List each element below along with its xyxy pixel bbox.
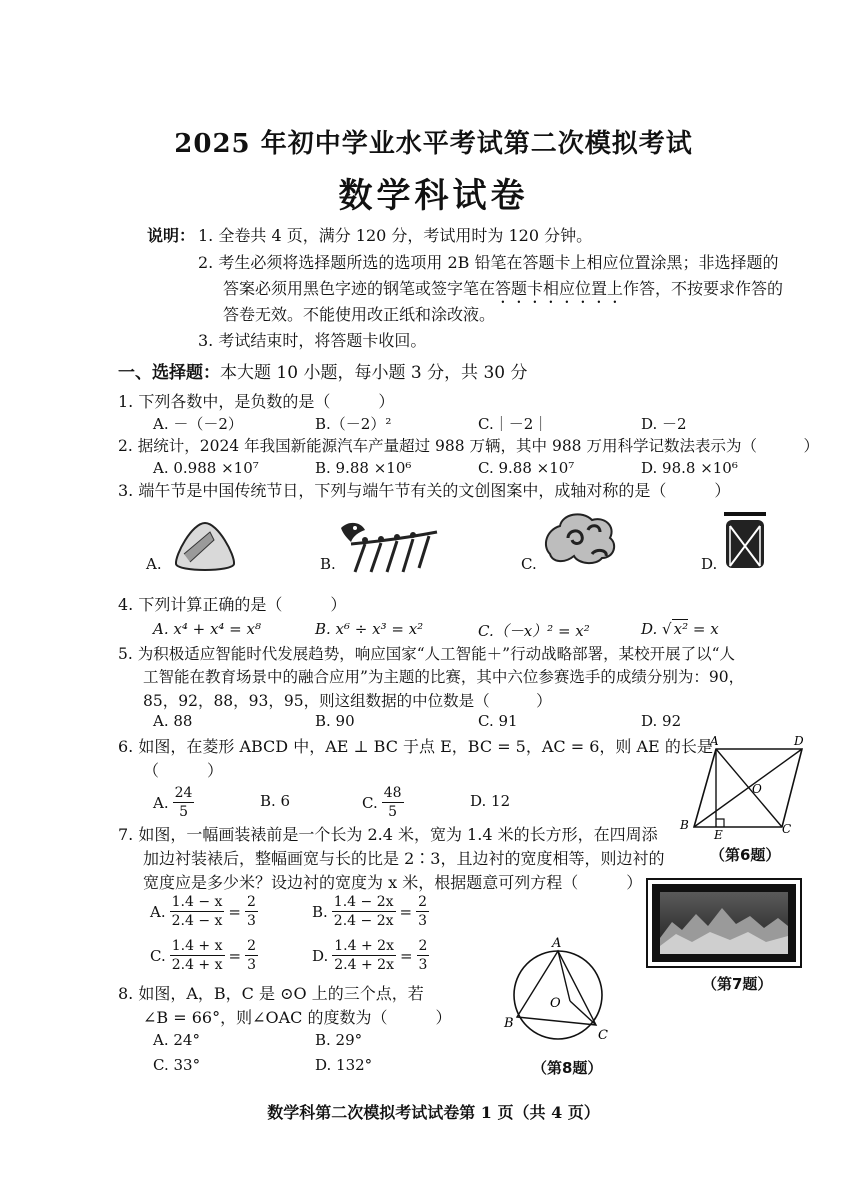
q2-option-a: A. 0.988 ×10⁷ [153, 459, 259, 477]
q6-line-2: （ ） [143, 761, 224, 780]
q7-d-rhs-denominator: 3 [418, 957, 428, 973]
q6-a-denominator: 5 [179, 804, 188, 820]
q6-option-d: D. 12 [470, 792, 511, 810]
q7-b-denominator: 2.4 − 2x [333, 913, 394, 929]
q7-line-1: 7. 如图，一幅画装裱前是一个长为 2.4 米，宽为 1.4 米的长方形，在四周添 [118, 825, 658, 844]
q5-line-2: 工智能在教育场景中的融合应用”为主题的比赛，其中六位参赛选手的成绩分别为：90， [143, 668, 745, 686]
q7-option-a-label: A. [150, 902, 166, 921]
q7-option-c-label: C. [150, 946, 166, 965]
note-1: 1. 全卷共 4 页，满分 120 分，考试用时为 120 分钟。 [198, 226, 593, 245]
q7-c-lhs [170, 937, 225, 974]
q1-option-c: C.｜－2｜ [478, 415, 549, 433]
q6-option-b: B. 6 [260, 792, 291, 810]
dragon-boat-icon [335, 518, 445, 576]
fig6-label-b: B [680, 818, 689, 832]
q2-option-d: D. 98.8 ×10⁶ [641, 459, 738, 477]
note-2-post: 作答，不按要求作答的 [623, 279, 784, 298]
q7-d-rhs [417, 937, 430, 974]
q1-option-d: D. －2 [641, 415, 687, 433]
q5-line-1: 5. 为积极适应智能时代发展趋势，响应国家“人工智能＋”行动战略部署，某校开展了以“人 [118, 645, 735, 663]
q7-c-numerator: 1.4 + x [171, 938, 223, 954]
page-footer: 数学科第二次模拟考试试卷第 1 页（共 4 页） [267, 1103, 600, 1122]
q1-option-a: A. －（－2） [153, 415, 243, 433]
q2-option-b: B. 9.88 ×10⁶ [315, 459, 412, 477]
fig6-label-e: E [714, 828, 723, 841]
section-heading [118, 360, 528, 386]
note-2-pre: 答案必须用黑色字迹的钢笔或签字笔在 [223, 279, 496, 298]
q3-stem: 3. 端午节是中国传统节日，下列与端午节有关的文创图案中，成轴对称的是（ ） [118, 481, 731, 500]
q7-b-rhs [416, 893, 429, 930]
q5-option-c: C. 91 [478, 712, 518, 730]
q3-option-d: D. [701, 555, 718, 573]
q6-option-a-label: A. [153, 793, 169, 812]
q5-line-3: 85，92，88，93，95，则这组数据的中位数是（ ） [143, 692, 552, 710]
q7-b-numerator: 1.4 − 2x [333, 894, 394, 910]
notes-label: 说明： [147, 226, 196, 245]
fig6-caption: （第6题） [710, 846, 781, 864]
note-3: 3. 考试结束时，将答题卡收回。 [198, 331, 427, 350]
fig8-label-c: C [598, 1028, 608, 1043]
q3-option-a: A. [146, 555, 162, 573]
q7-c-rhs-numerator: 2 [247, 938, 257, 954]
q2-stem: 2. 据统计，2024 年我国新能源汽车产量超过 988 万辆，其中 988 万用科学记数法表示为（ ） [118, 437, 819, 455]
rhombus-figure [674, 733, 814, 841]
q4-stem: 4. 下列计算正确的是（ ） [118, 595, 347, 614]
q7-a-lhs [170, 893, 225, 930]
q7-b-rhs-denominator: 3 [418, 913, 427, 929]
drum-icon [718, 510, 772, 572]
q7-option-c [150, 937, 258, 974]
q6-option-a-fraction [173, 784, 195, 821]
q7-c-denominator: 2.4 + x [171, 957, 223, 973]
fig6-label-a: A [710, 734, 719, 748]
q7-b-rhs-numerator: 2 [418, 894, 427, 910]
q6-c-denominator: 5 [388, 804, 398, 820]
q7-c-rhs-denominator: 3 [247, 957, 257, 973]
q6-option-c-label: C. [362, 793, 378, 812]
q4-option-d-rhs: = x [692, 620, 719, 638]
q7-b-lhs [332, 893, 396, 930]
q7-a-rhs-numerator: 2 [246, 894, 256, 910]
q7-a-equals: = [228, 902, 241, 921]
q7-c-rhs [245, 937, 258, 974]
q6-option-c-fraction [382, 784, 404, 821]
q7-c-equals: = [228, 946, 242, 965]
q8-option-d: D. 132° [315, 1056, 373, 1074]
q7-option-a [150, 893, 258, 930]
q7-line-2: 加边衬装裱后，整幅画宽与长的比是 2∶3，且边衬的宽度相等，则边衬的 [143, 849, 665, 868]
q7-line-3: 宽度应是多少米？设边衬的宽度为 x 米，根据题意可列方程（ ） [143, 873, 643, 892]
q6-a-numerator: 24 [174, 785, 193, 801]
q4-option-c: C.（－x）² = x² [478, 622, 590, 640]
framed-painting-figure [646, 878, 802, 968]
q3-option-c: C. [521, 555, 537, 573]
zongzi-icon [170, 520, 240, 572]
fig8-label-o: O [550, 996, 561, 1011]
q7-a-rhs [245, 893, 258, 930]
fig7-caption: （第7题） [702, 975, 773, 993]
q4-option-b: B. x⁶ ÷ x³ = x² [315, 620, 424, 638]
q6-line-1: 6. 如图，在菱形 ABCD 中，AE ⊥ BC 于点 E，BC = 5，AC = 6，则 AE 的长是 [118, 737, 713, 756]
q4-option-d [641, 620, 719, 638]
q7-d-lhs [332, 937, 396, 974]
auspicious-cloud-icon [538, 508, 622, 570]
q7-d-equals: = [399, 946, 413, 965]
q7-a-rhs-denominator: 3 [246, 913, 256, 929]
fig8-label-b: B [504, 1016, 514, 1031]
q7-a-numerator: 1.4 − x [171, 894, 223, 910]
q4-option-a: A. x⁴ + x⁴ = x⁸ [153, 620, 261, 638]
q8-option-b: B. 29° [315, 1031, 363, 1049]
q1-stem: 1. 下列各数中，是负数的是（ ） [118, 392, 395, 411]
section-desc: 本大题 10 小题，每小题 3 分，共 30 分 [220, 363, 528, 383]
q4-option-d-label: D. [641, 620, 658, 638]
q5-option-d: D. 92 [641, 712, 682, 730]
fig6-label-d: D [794, 734, 804, 748]
q8-line-2: ∠B = 66°，则∠OAC 的度数为（ ） [143, 1008, 452, 1027]
q5-option-a: A. 88 [153, 712, 193, 730]
sqrt-sign: √ [662, 620, 672, 638]
q6-c-numerator: 48 [383, 785, 402, 801]
fig6-label-c: C [782, 822, 792, 836]
q7-d-denominator: 2.4 + 2x [334, 957, 394, 973]
q7-option-b-label: B. [312, 902, 328, 921]
exam-title: 2025 年初中学业水平考试第二次模拟考试 [174, 129, 693, 159]
q6-option-c [362, 784, 404, 821]
note-2-emphasis: 答题卡相应位置上 [495, 279, 624, 298]
q7-d-numerator: 1.4 + 2x [334, 938, 394, 954]
q7-b-equals: = [399, 902, 413, 921]
q6-option-a [153, 784, 194, 821]
q2-option-c: C. 9.88 ×10⁷ [478, 459, 575, 477]
q7-option-d [312, 937, 429, 974]
q5-option-b: B. 90 [315, 712, 355, 730]
q1-option-b: B.（－2）² [315, 415, 392, 433]
circle-figure [500, 935, 612, 1051]
fig6-label-o: O [752, 782, 762, 796]
note-2-line-3: 答卷无效。不能使用改正纸和涂改液。 [223, 305, 496, 324]
q4-radicand: x² [673, 620, 689, 638]
q8-option-a: A. 24° [153, 1031, 200, 1049]
exam-subtitle: 数学科试卷 [338, 176, 529, 216]
fig8-label-a: A [552, 936, 562, 951]
q7-a-denominator: 2.4 − x [171, 913, 223, 929]
q7-option-d-label: D. [312, 946, 329, 965]
q3-option-b: B. [320, 555, 336, 573]
q7-d-rhs-numerator: 2 [418, 938, 428, 954]
q7-option-b [312, 893, 429, 930]
q8-option-c: C. 33° [153, 1056, 201, 1074]
section-label: 一、选择题： [118, 363, 220, 383]
q8-line-1: 8. 如图，A，B，C 是 ⊙O 上的三个点，若 [118, 984, 424, 1003]
note-2-line-1: 2. 考生必须将选择题所选的选项用 2B 铅笔在答题卡上相应位置涂黑；非选择题的 [198, 253, 779, 272]
fig8-caption: （第8题） [532, 1059, 603, 1077]
